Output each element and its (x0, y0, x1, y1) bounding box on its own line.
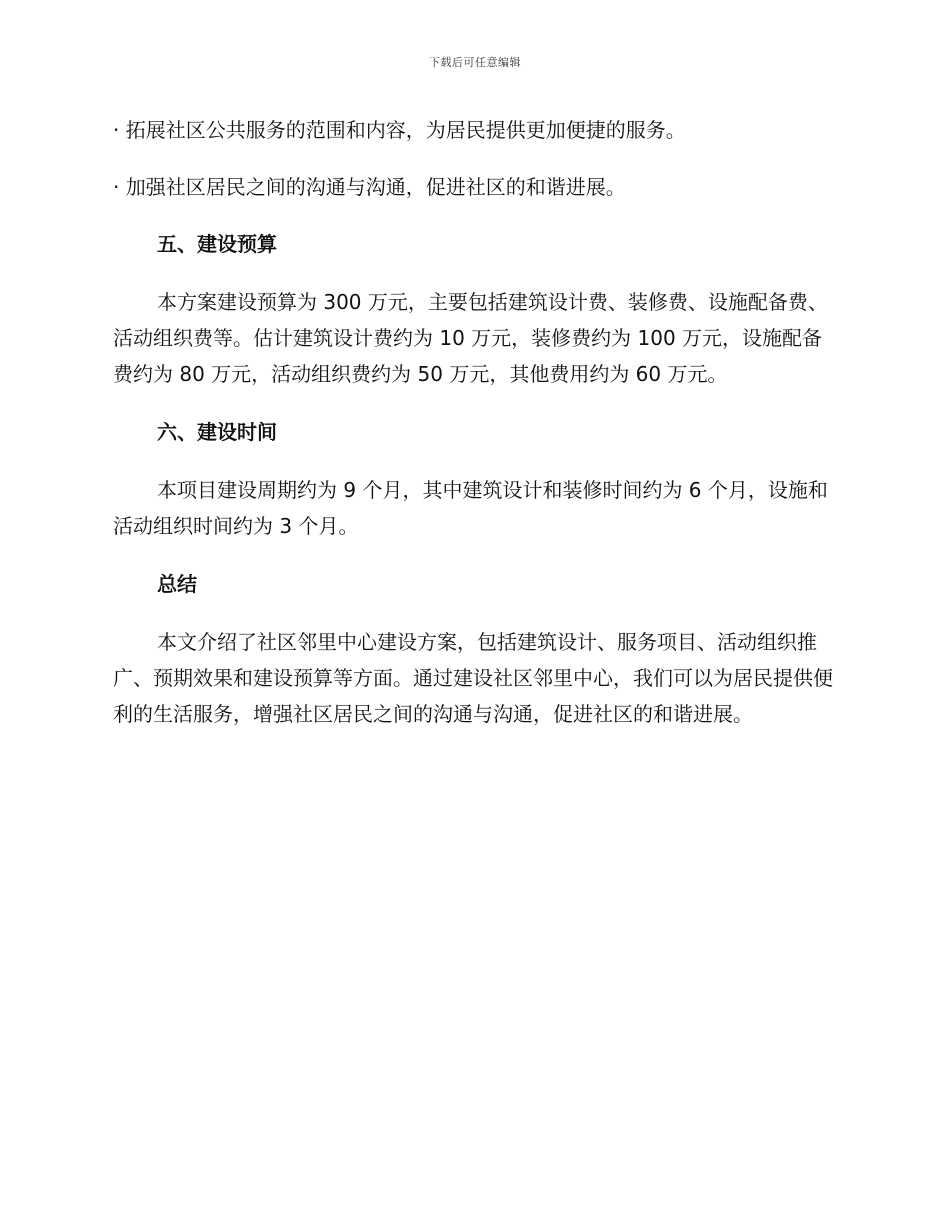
document-body (113, 112, 833, 754)
bullet-item-strengthen-communication: · 加强社区居民之间的沟通与沟通，促进社区的和谐进展。 (113, 175, 626, 199)
paragraph-budget: 本方案建设预算为 300 万元，主要包括建筑设计费、装修费、设施配备费、活动组织费等。估计建筑设计费约为 10 万元，装修费约为 100 万元，设施配备费约为 80 万元，活动组织费约为 50 万元，其他费用约为 60 万元。 (113, 290, 828, 386)
page-header-note: 下载后可任意编辑 (429, 56, 521, 69)
section-heading-schedule: 六、建设时间 (157, 420, 277, 444)
paragraph-schedule: 本项目建设周期约为 9 个月，其中建筑设计和装修时间约为 6 个月，设施和活动组织时间约为 3 个月。 (113, 478, 828, 538)
paragraph-summary: 本文介绍了社区邻里中心建设方案，包括建筑设计、服务项目、活动组织推广、预期效果和建设预算等方面。通过建设社区邻里中心，我们可以为居民提供便利的生活服务，增强社区居民之间的沟通与沟通，促进社区的和谐进展。 (113, 630, 833, 726)
section-heading-budget: 五、建设预算 (157, 232, 277, 256)
section-heading-summary: 总结 (157, 572, 197, 596)
bullet-item-expand-services: · 拓展社区公共服务的范围和内容，为居民提供更加便捷的服务。 (113, 118, 686, 142)
